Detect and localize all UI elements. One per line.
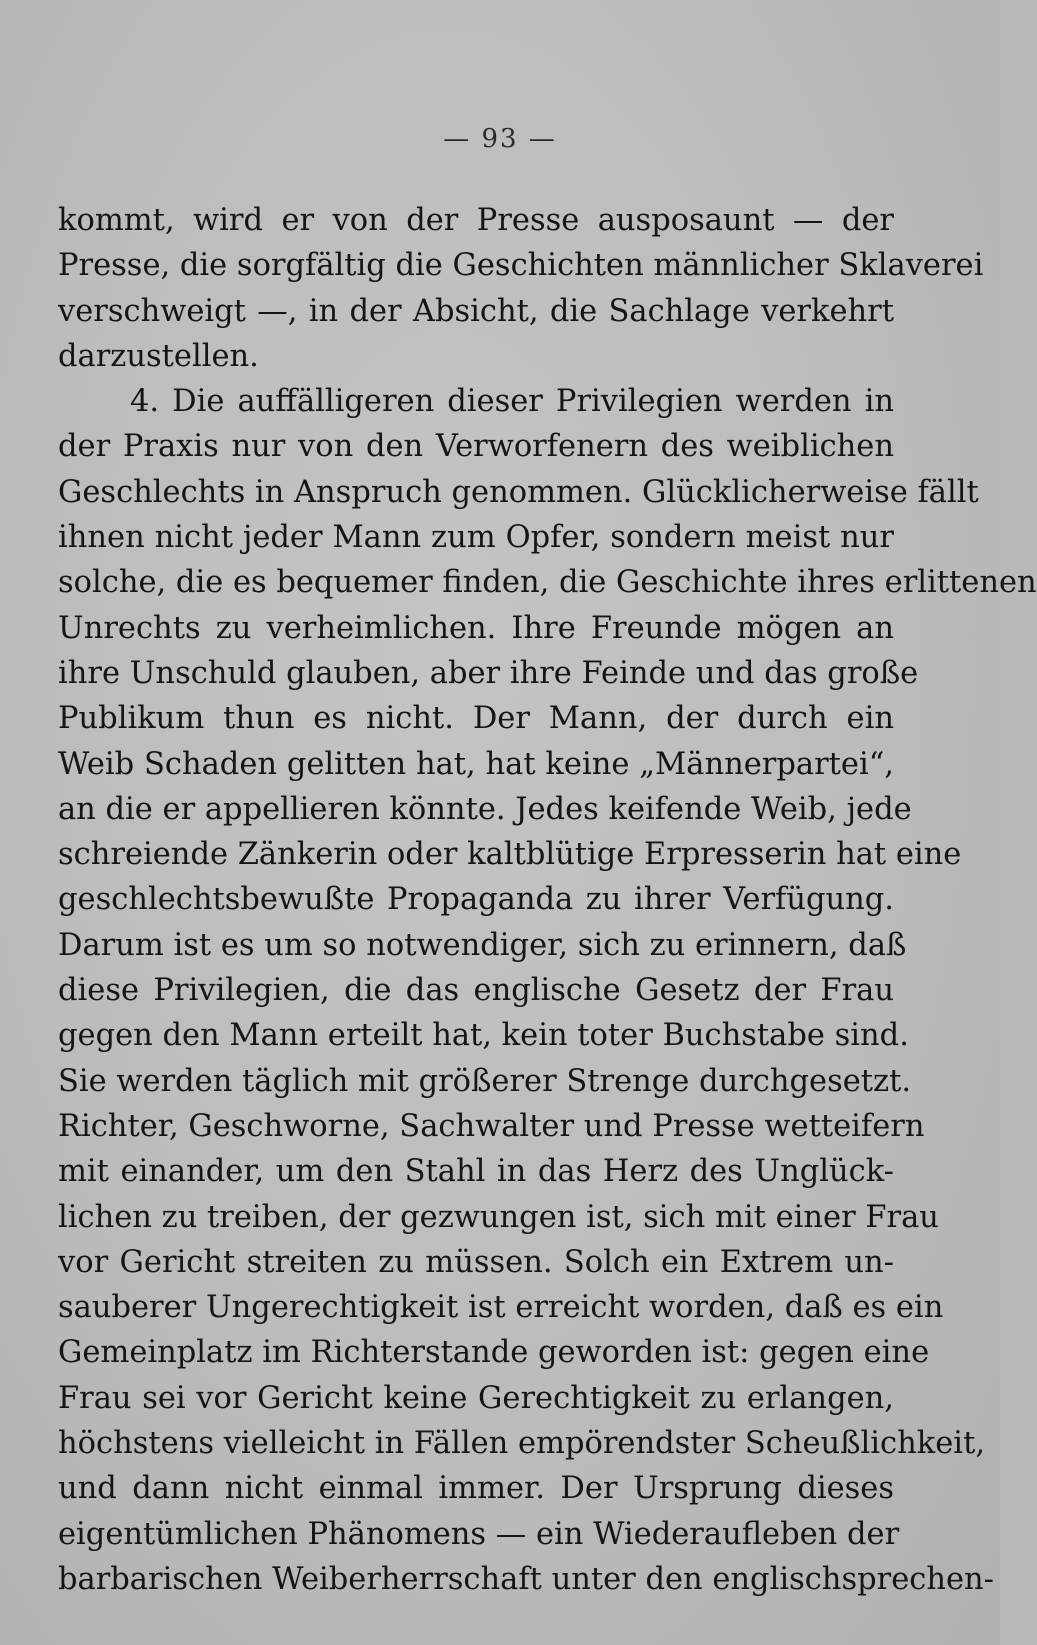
text-line: Publikum thun es nicht. Der Mann, der durch ein [58,701,894,737]
text-line: verschweigt —, in der Absicht, die Sachlage verkehrt [58,293,894,329]
text-line: Weib Schaden gelitten hat, hat keine „Männerpartei“, [58,746,894,782]
text-line: Richter, Geschworne, Sachwalter und Presse wetteifern [58,1108,925,1144]
text-line: Gemeinplatz im Richterstande geworden ist: gegen eine [58,1335,930,1371]
text-line: solche, die es bequemer finden, die Geschichte ihres erlittenen [58,565,1037,601]
text-line: lichen zu treiben, der gezwungen ist, sich mit einer Frau [58,1199,939,1235]
text-line: Sie werden täglich mit größerer Strenge durchgesetzt. [58,1063,912,1099]
text-line: Darum ist es um so notwendiger, sich zu erinnern, daß [58,927,907,963]
text-line: ihnen nicht jeder Mann zum Opfer, sondern meist nur [58,520,894,556]
text-line: sauberer Ungerechtigkeit ist erreicht worden, daß es ein [58,1290,944,1326]
text-line: darzustellen. [58,338,259,374]
text-line: gegen den Mann erteilt hat, kein toter Buchstabe sind. [58,1018,909,1054]
text-line: vor Gericht streiten zu müssen. Solch ein Extrem un- [58,1244,894,1280]
text-line: 4. Die auffälligeren dieser Privilegien werden in [130,384,894,420]
text-line: diese Privilegien, die das englische Gesetz der Frau [58,973,894,1009]
text-line: ihre Unschuld glauben, aber ihre Feinde und das große [58,655,919,691]
text-line: eigentümlichen Phänomens — ein Wiederaufleben der [58,1516,900,1552]
text-line: Unrechts zu verheimlichen. Ihre Freunde mögen an [58,610,894,646]
text-line: mit einander, um den Stahl in das Herz des Unglück- [58,1154,894,1190]
body-text [58,198,1037,1602]
text-line: barbarischen Weiberherrschaft unter den englischsprechen- [58,1561,994,1597]
text-line: Frau sei vor Gericht keine Gerechtigkeit zu erlangen, [58,1380,894,1416]
text-line: höchstens vielleicht in Fällen empörendster Scheußlichkeit, [58,1426,986,1462]
text-line: und dann nicht einmal immer. Der Ursprung dieses [58,1471,894,1507]
text-line: schreiende Zänkerin oder kaltblütige Erpresserin hat eine [58,837,962,873]
text-line: an die er appellieren könnte. Jedes keifende Weib, jede [58,791,912,827]
text-line: kommt, wird er von der Presse ausposaunt — der [58,203,894,238]
text-line: der Praxis nur von den Verworfenern des weiblichen [58,429,894,465]
text-line: Presse, die sorgfältig die Geschichten männlicher Sklaverei [58,248,984,284]
page-number: — 93 — [443,124,557,154]
text-line: geschlechtsbewußte Propaganda zu ihrer Verfügung. [58,882,894,918]
text-line: Geschlechts in Anspruch genommen. Glücklicherweise fällt [58,474,979,510]
